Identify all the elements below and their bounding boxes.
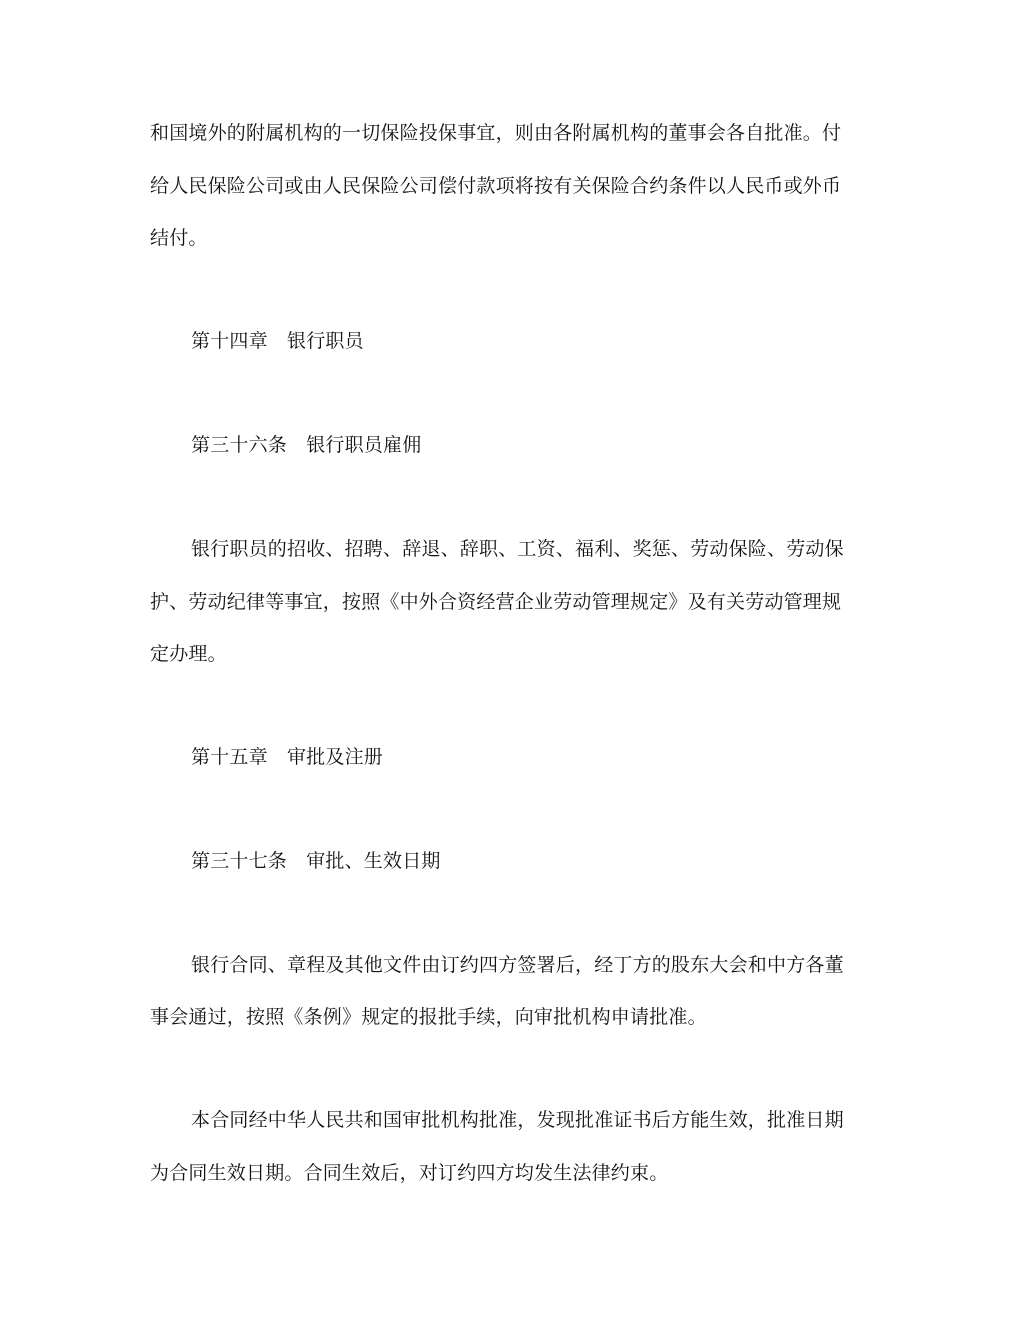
article-heading: 第三十七条 审批、生效日期: [191, 850, 441, 872]
paragraph-line: 为合同生效日期。合同生效后，对订约四方均发生法律约束。: [150, 1162, 669, 1184]
paragraph-line: 结付。: [150, 227, 208, 249]
article-heading: 第三十六条 银行职员雇佣: [191, 434, 422, 456]
chapter-heading: 第十五章 审批及注册: [191, 746, 384, 768]
paragraph-line: 本合同经中华人民共和国审批机构批准，发现批准证书后方能生效，批准日期: [191, 1109, 844, 1131]
paragraph-line: 给人民保险公司或由人民保险公司偿付款项将按有关保险合约条件以人民币或外币: [150, 175, 842, 197]
paragraph-line: 定办理。: [150, 643, 227, 665]
paragraph-line: 银行合同、章程及其他文件由订约四方签署后，经丁方的股东大会和中方各董: [191, 954, 844, 976]
chapter-heading: 第十四章 银行职员: [191, 330, 364, 352]
paragraph-line: 护、劳动纪律等事宜，按照《中外合资经营企业劳动管理规定》及有关劳动管理规: [150, 591, 842, 613]
paragraph-line: 银行职员的招收、招聘、辞退、辞职、工资、福利、奖惩、劳动保险、劳动保: [191, 538, 844, 560]
paragraph-line: 和国境外的附属机构的一切保险投保事宜，则由各附属机构的董事会各自批准。付: [150, 122, 842, 144]
paragraph-line: 事会通过，按照《条例》规定的报批手续，向审批机构申请批准。: [150, 1006, 707, 1028]
